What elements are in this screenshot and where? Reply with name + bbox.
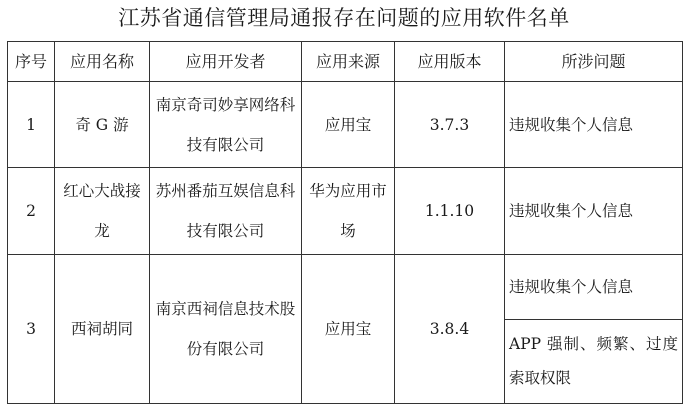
cell-source: 华为应用市场 xyxy=(302,168,395,254)
header-app-name: 应用名称 xyxy=(55,42,150,82)
cell-developer: 南京西祠信息技术股份有限公司 xyxy=(150,254,302,403)
cell-issue: 违规收集个人信息 xyxy=(505,168,683,254)
header-no: 序号 xyxy=(8,42,55,82)
cell-source: 应用宝 xyxy=(302,254,395,403)
cell-app-name: 奇 G 游 xyxy=(55,82,150,168)
cell-no: 1 xyxy=(8,82,55,168)
cell-developer: 南京奇司妙享网络科技有限公司 xyxy=(150,82,302,168)
cell-source: 应用宝 xyxy=(302,82,395,168)
cell-version: 3.8.4 xyxy=(395,254,505,403)
table-row xyxy=(8,168,683,254)
cell-no: 2 xyxy=(8,168,55,254)
cell-version: 1.1.10 xyxy=(395,168,505,254)
header-developer: 应用开发者 xyxy=(150,42,302,82)
table-row xyxy=(8,254,683,319)
cell-app-name: 西祠胡同 xyxy=(55,254,150,403)
app-list-table xyxy=(7,41,683,404)
header-version: 应用版本 xyxy=(395,42,505,82)
table-header-row xyxy=(8,42,683,82)
cell-version: 3.7.3 xyxy=(395,82,505,168)
cell-no: 3 xyxy=(8,254,55,403)
page-title: 江苏省通信管理局通报存在问题的应用软件名单 xyxy=(118,6,570,30)
header-source: 应用来源 xyxy=(302,42,395,82)
cell-app-name: 红心大战接龙 xyxy=(55,168,150,254)
cell-developer: 苏州番茄互娱信息科技有限公司 xyxy=(150,168,302,254)
table-row xyxy=(8,82,683,168)
cell-issue: APP 强制、频繁、过度索取权限 xyxy=(505,319,683,403)
cell-issue: 违规收集个人信息 xyxy=(505,254,683,319)
header-issues: 所涉问题 xyxy=(505,42,683,82)
cell-issue: 违规收集个人信息 xyxy=(505,82,683,168)
